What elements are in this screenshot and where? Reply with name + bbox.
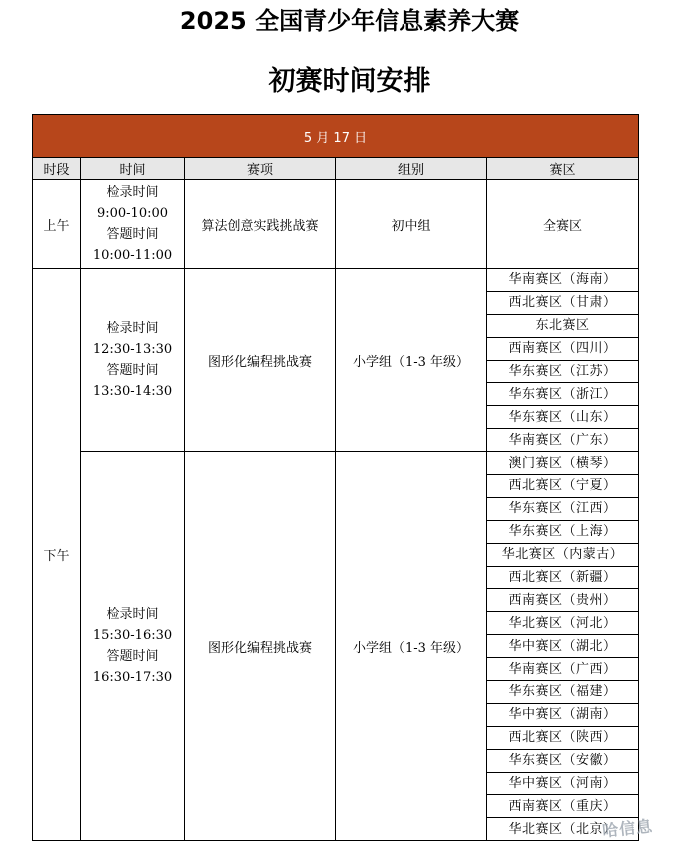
time-line: 13:30-14:30 xyxy=(92,384,173,400)
region-cell: 西北赛区（甘肃） xyxy=(487,291,639,314)
region-cell: 西南赛区（贵州） xyxy=(487,589,639,612)
region-cell: 华中赛区（湖南） xyxy=(487,703,639,726)
region-cell-morning: 全赛区 xyxy=(487,180,639,269)
watermark-logo: 哈信息 xyxy=(601,816,654,841)
region-cell: 华东赛区（山东） xyxy=(487,406,639,429)
time-line: 答题时间 xyxy=(106,227,159,242)
region-cell: 华北赛区（内蒙古） xyxy=(487,543,639,566)
page-subtitle: 初赛时间安排 xyxy=(268,66,431,97)
region-cell: 华北赛区（河北） xyxy=(487,612,639,635)
region-cell: 东北赛区 xyxy=(487,314,639,337)
region-cell: 西南赛区（重庆） xyxy=(487,795,639,818)
time-cell xyxy=(81,452,185,841)
header-time: 时间 xyxy=(81,158,185,180)
time-line: 检录时间 xyxy=(106,321,159,337)
time-line: 16:30-17:30 xyxy=(92,670,173,686)
region-cell: 华东赛区（福建） xyxy=(487,681,639,704)
time-line: 15:30-16:30 xyxy=(92,628,173,644)
region-cell: 华南赛区（广西） xyxy=(487,658,639,681)
time-line: 答题时间 xyxy=(106,649,159,665)
time-line: 12:30-13:30 xyxy=(92,342,173,358)
event-cell: 图形化编程挑战赛 xyxy=(185,269,336,452)
event-cell-morning: 算法创意实践挑战赛 xyxy=(185,180,336,269)
table-row xyxy=(33,452,639,475)
region-cell: 华东赛区（江西） xyxy=(487,497,639,520)
date-header-row xyxy=(33,115,639,158)
time-line: 9:00-10:00 xyxy=(96,206,169,221)
table-row xyxy=(33,269,639,292)
header-region: 赛区 xyxy=(487,158,639,180)
region-cell: 华中赛区（湖北） xyxy=(487,635,639,658)
header-event: 赛项 xyxy=(185,158,336,180)
region-cell: 华东赛区（浙江） xyxy=(487,383,639,406)
time-line: 检录时间 xyxy=(106,185,159,200)
region-cell: 华南赛区（海南） xyxy=(487,269,639,292)
region-cell: 西北赛区（陕西） xyxy=(487,726,639,749)
time-cell xyxy=(81,269,185,452)
table-row-morning xyxy=(33,180,639,269)
region-cell: 华中赛区（河南） xyxy=(487,772,639,795)
time-line: 检录时间 xyxy=(106,607,159,623)
event-cell: 图形化编程挑战赛 xyxy=(185,452,336,841)
time-line: 10:00-11:00 xyxy=(92,248,173,263)
header-group: 组别 xyxy=(336,158,487,180)
region-cell: 澳门赛区（横琴） xyxy=(487,452,639,475)
region-cell: 华东赛区（上海） xyxy=(487,520,639,543)
region-cell: 西北赛区（宁夏） xyxy=(487,475,639,498)
column-header-row xyxy=(33,158,639,180)
region-cell: 华北赛区（北京） xyxy=(487,818,639,841)
page-title: 2025 全国青少年信息素养大赛 xyxy=(179,7,520,35)
region-cell: 西南赛区（四川） xyxy=(487,337,639,360)
period-cell-morning: 上午 xyxy=(33,180,81,269)
region-cell: 华南赛区（广东） xyxy=(487,429,639,452)
period-cell-afternoon: 下午 xyxy=(33,269,81,841)
time-cell-morning xyxy=(81,180,185,269)
region-cell: 华东赛区（江苏） xyxy=(487,360,639,383)
group-cell-morning: 初中组 xyxy=(336,180,487,269)
header-period: 时段 xyxy=(33,158,81,180)
schedule-table xyxy=(32,114,639,841)
group-cell: 小学组（1-3 年级） xyxy=(336,452,487,841)
time-line: 答题时间 xyxy=(106,363,159,379)
region-cell: 西北赛区（新疆） xyxy=(487,566,639,589)
date-cell: 5 月 17 日 xyxy=(33,115,639,158)
region-cell: 华东赛区（安徽） xyxy=(487,749,639,772)
group-cell: 小学组（1-3 年级） xyxy=(336,269,487,452)
